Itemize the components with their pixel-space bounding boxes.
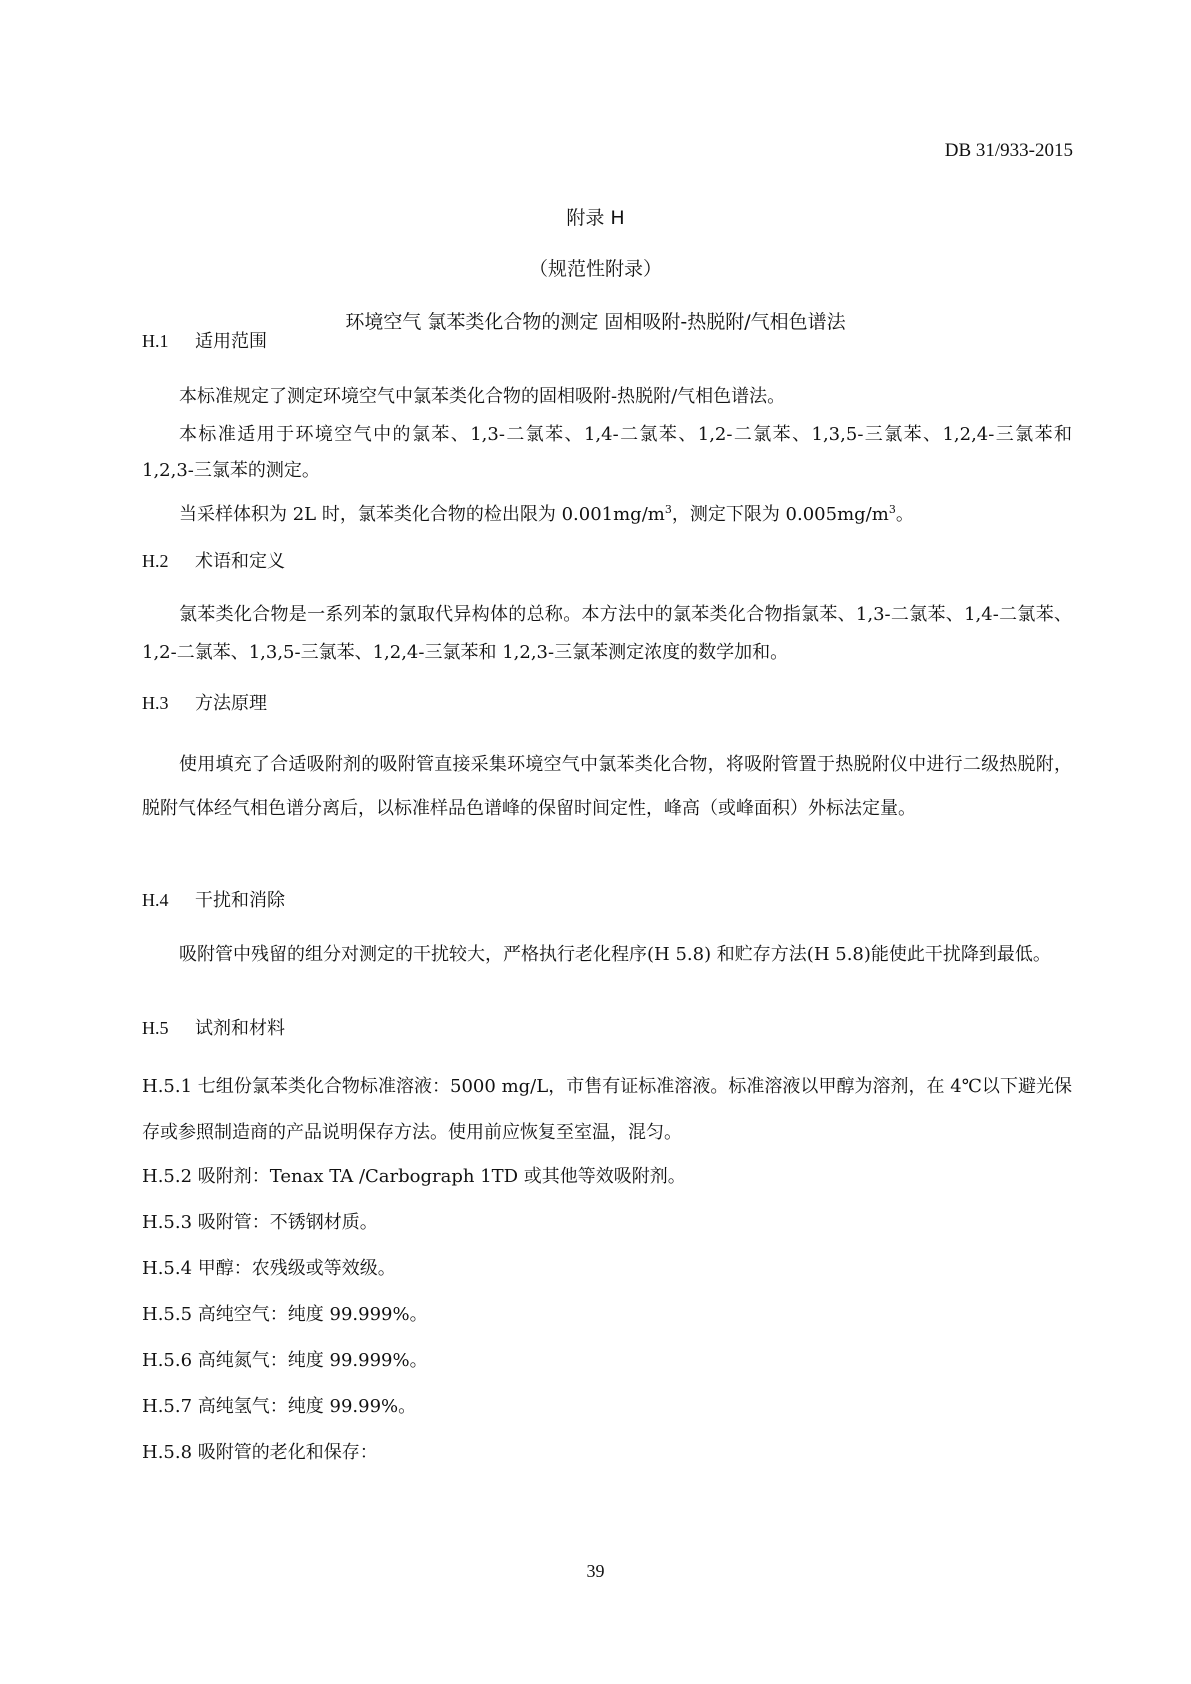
paragraph: 本标准规定了测定环境空气中氯苯类化合物的固相吸附-热脱附/气相色谱法。 (179, 386, 786, 407)
list-item-h5-5: H.5.5 高纯空气：纯度 99.999%。 (142, 1304, 428, 1325)
section-number: H.2 (142, 551, 169, 571)
section-number: H.5 (142, 1018, 169, 1038)
section-title: 干扰和消除 (195, 890, 285, 911)
section-heading-h1 (142, 327, 267, 353)
section-number: H.4 (142, 890, 169, 910)
text-run: 当采样体积为 2L 时，氯苯类化合物的检出限为 0.001mg/m (179, 504, 665, 525)
paragraph: 使用填充了合适吸附剂的吸附管直接采集环境空气中氯苯类化合物，将吸附管置于热脱附仪中进行二级热脱附，脱附气体经气相色谱分离后，以标准样品色谱峰的保留时间定性，峰高（或峰面积）外标法定量。 (142, 754, 1072, 819)
section-heading-h2 (142, 547, 285, 573)
list-item-h5-1: H.5.1 七组份氯苯类化合物标准溶液：5000 mg/L，市售有证标准溶液。标准溶液以甲醇为溶剂，在 4℃以下避光保存或参照制造商的产品说明保存方法。使用前应恢复至室温，混匀。 (142, 1076, 1072, 1143)
appendix-note: （规范性附录） (528, 258, 662, 280)
standard-code: DB 31/933-2015 (944, 140, 1073, 161)
page-number: 39 (586, 1561, 605, 1581)
paragraph: 吸附管中残留的组分对测定的干扰较大，严格执行老化程序(H 5.8) 和贮存方法(H 5.8)能使此干扰降到最低。 (179, 944, 1051, 965)
section-title: 术语和定义 (195, 551, 285, 572)
list-item-h5-6: H.5.6 高纯氮气：纯度 99.999%。 (142, 1350, 428, 1371)
section-heading-h5 (142, 1014, 285, 1040)
paragraph: 本标准适用于环境空气中的氯苯、1,3-二氯苯、1,4-二氯苯、1,2-二氯苯、1,3,5-三氯苯、1,2,4-三氯苯和 1,2,3-三氯苯的测定。 (142, 424, 1072, 481)
section-number: H.1 (142, 331, 169, 351)
section-title: 方法原理 (195, 693, 267, 714)
list-item-h5-4: H.5.4 甲醇：农残级或等效级。 (142, 1258, 396, 1279)
appendix-title: 附录 H (566, 207, 625, 229)
superscript: 3 (664, 503, 672, 516)
list-item-h5-7: H.5.7 高纯氢气：纯度 99.99%。 (142, 1396, 417, 1417)
text-run: 。 (895, 504, 914, 525)
text-run: ，测定下限为 0.005mg/m (671, 504, 889, 525)
section-heading-h3 (142, 689, 267, 715)
appendix-heading: 环境空气 氯苯类化合物的测定 固相吸附-热脱附/气相色谱法 (345, 311, 846, 333)
section-number: H.3 (142, 693, 169, 713)
list-item-h5-8: H.5.8 吸附管的老化和保存： (142, 1442, 378, 1463)
paragraph-with-units (142, 492, 1072, 533)
list-item-h5-2: H.5.2 吸附剂：Tenax TA /Carbograph 1TD 或其他等效吸附剂。 (142, 1166, 686, 1187)
section-title: 适用范围 (195, 331, 267, 352)
superscript: 3 (888, 503, 896, 516)
section-title: 试剂和材料 (195, 1018, 285, 1039)
paragraph: 氯苯类化合物是一系列苯的氯取代异构体的总称。本方法中的氯苯类化合物指氯苯、1,3-二氯苯、1,4-二氯苯、1,2-二氯苯、1,3,5-三氯苯、1,2,4-三氯苯和 1,2,3-三氯苯测定浓度的数学加和。 (142, 604, 1072, 663)
section-heading-h4 (142, 886, 285, 912)
list-item-h5-3: H.5.3 吸附管：不锈钢材质。 (142, 1212, 378, 1233)
